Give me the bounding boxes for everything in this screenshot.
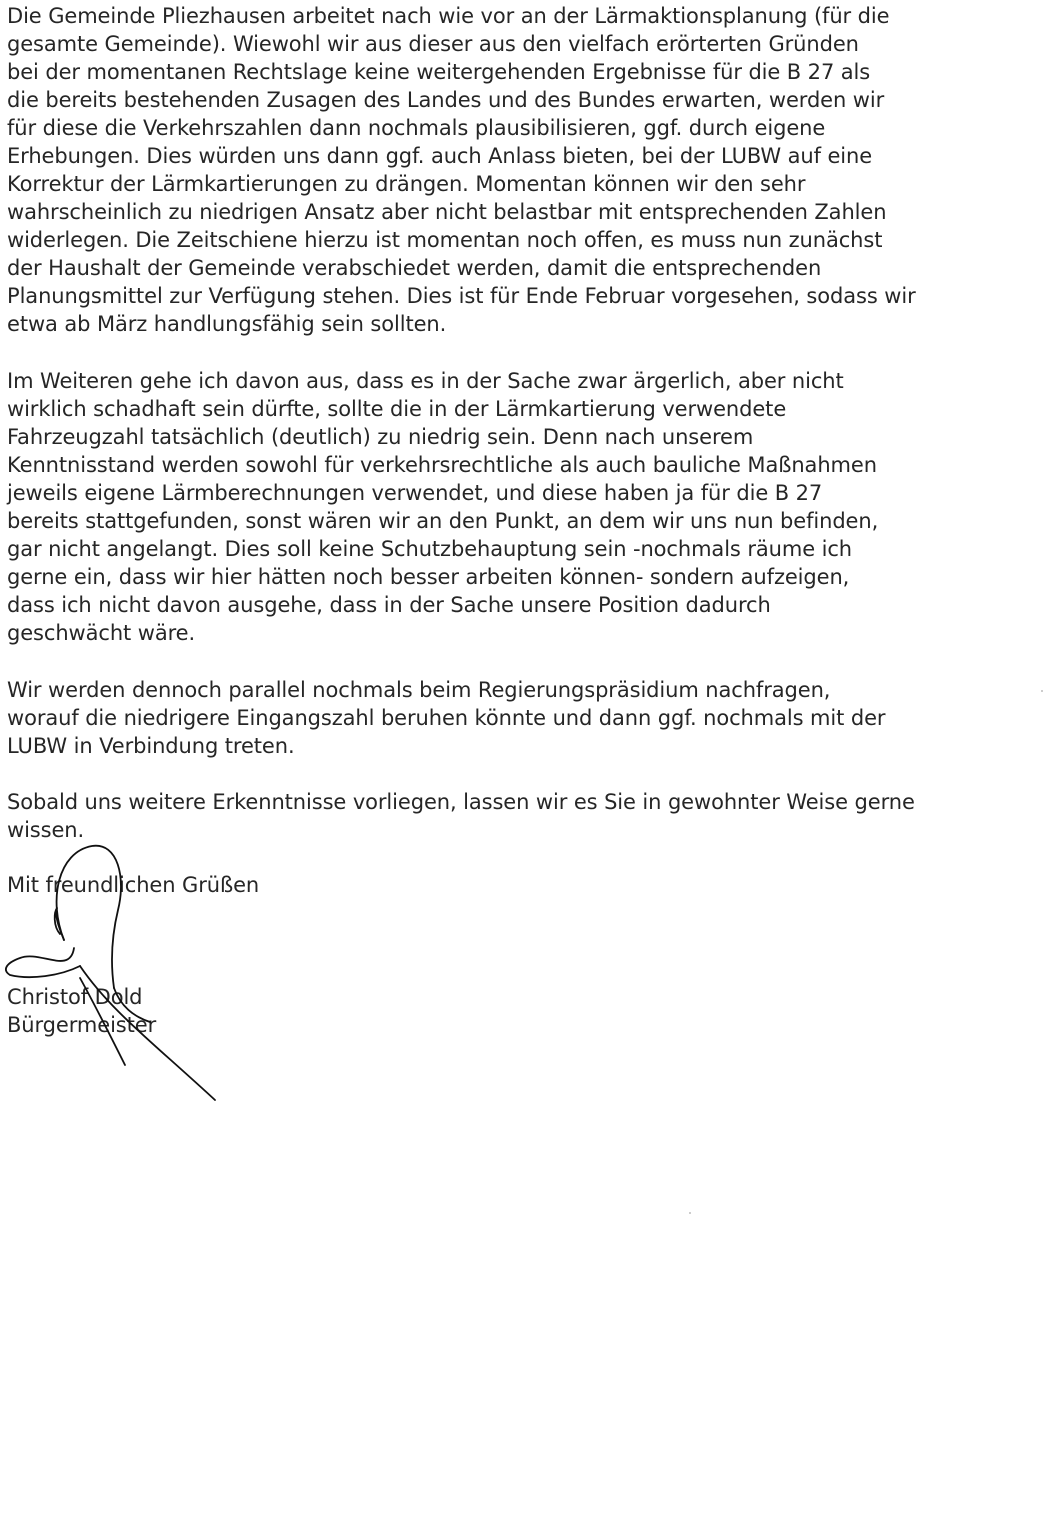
text-line: geschwächt wäre. (7, 621, 196, 645)
text-line: Erhebungen. Dies würden uns dann ggf. auch Anlass bieten, bei der LUBW auf eine (7, 144, 873, 168)
paragraph-laermaktionsplanung (7, 2, 916, 338)
text-line: bereits stattgefunden, sonst wären wir an den Punkt, an dem wir uns nun befinden, (7, 509, 879, 533)
text-line: gar nicht angelangt. Dies soll keine Schutzbehauptung sein -nochmals räume ich (7, 537, 852, 561)
signer-title: Bürgermeister (7, 1013, 157, 1037)
text-line: wissen. (7, 818, 85, 842)
text-line: widerlegen. Die Zeitschiene hierzu ist momentan noch offen, es muss nun zunächst (7, 228, 883, 252)
text-line: Fahrzeugzahl tatsächlich (deutlich) zu niedrig sein. Denn nach unserem (7, 425, 754, 449)
text-line: Kenntnisstand werden sowohl für verkehrsrechtliche als auch bauliche Maßnahmen (7, 453, 877, 477)
text-line: gerne ein, dass wir hier hätten noch besser arbeiten können- sondern aufzeigen, (7, 565, 850, 589)
text-line: wahrscheinlich zu niedrigen Ansatz aber nicht belastbar mit entsprechenden Zahlen (7, 200, 887, 224)
signer-name: Christof Dold (7, 985, 143, 1009)
text-line: Planungsmittel zur Verfügung stehen. Dies ist für Ende Februar vorgesehen, sodass wir (7, 284, 916, 308)
text-line: LUBW in Verbindung treten. (7, 734, 295, 758)
text-line: für diese die Verkehrszahlen dann nochmals plausibilisieren, ggf. durch eigene (7, 116, 826, 140)
text-line: jeweils eigene Lärmberechnungen verwendet, und diese haben ja für die B 27 (7, 481, 823, 505)
scan-speck (689, 1212, 691, 1214)
text-line: Sobald uns weitere Erkenntnisse vorliegen, lassen wir es Sie in gewohnter Weise gerne (7, 790, 915, 814)
text-line: gesamte Gemeinde). Wiewohl wir aus dieser aus den vielfach erörterten Gründen (7, 32, 859, 56)
paragraph-regierungspraesidium (7, 676, 885, 760)
text-line: dass ich nicht davon ausgehe, dass in der Sache unsere Position dadurch (7, 593, 771, 617)
text-line: Die Gemeinde Pliezhausen arbeitet nach wie vor an der Lärmaktionsplanung (für die (7, 4, 890, 28)
text-line: der Haushalt der Gemeinde verabschiedet werden, damit die entsprechenden (7, 256, 822, 280)
text-line: Korrektur der Lärmkartierungen zu drängen. Momentan können wir den sehr (7, 172, 806, 196)
handwritten-signature (0, 830, 260, 1120)
paragraph-laermkartierung (7, 367, 878, 647)
text-line: die bereits bestehenden Zusagen des Landes und des Bundes erwarten, werden wir (7, 88, 885, 112)
text-line: Im Weiteren gehe ich davon aus, dass es in der Sache zwar ärgerlich, aber nicht (7, 369, 844, 393)
text-line: worauf die niedrigere Eingangszahl beruhen könnte und dann ggf. nochmals mit der (7, 706, 886, 730)
closing-salutation: Mit freundlichen Grüßen (7, 873, 260, 897)
text-line: bei der momentanen Rechtslage keine weitergehenden Ergebnisse für die B 27 als (7, 60, 871, 84)
text-line: Wir werden dennoch parallel nochmals beim Regierungspräsidium nachfragen, (7, 678, 831, 702)
text-line: etwa ab März handlungsfähig sein sollten. (7, 312, 447, 336)
scan-speck (1041, 690, 1043, 692)
text-line: wirklich schadhaft sein dürfte, sollte die in der Lärmkartierung verwendete (7, 397, 787, 421)
